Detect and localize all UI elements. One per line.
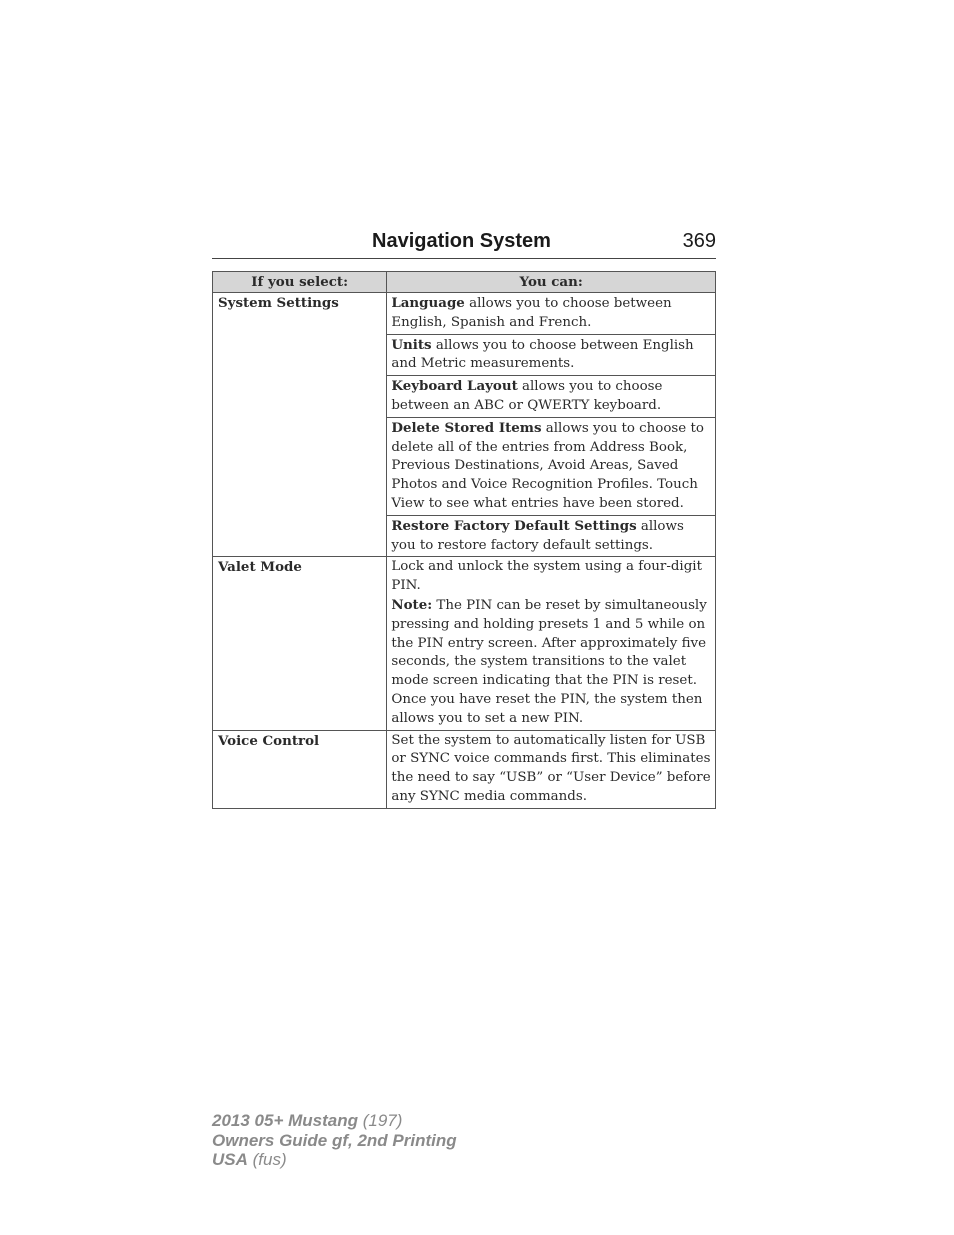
table-row [213, 557, 716, 730]
cell-units [387, 334, 716, 376]
table-header-row [213, 272, 716, 293]
term-language: Language [391, 295, 465, 311]
footer-market: USA [212, 1150, 248, 1169]
term-delete-stored-items: Delete Stored Items [391, 419, 542, 436]
term-restore-defaults: Restore Factory Default Settings [391, 517, 637, 534]
text-language: allows you to choose between English, Spanish and French. [391, 296, 672, 330]
text-keyboard-layout: allows you to choose between an ABC or QWERTY keyboard. [391, 379, 663, 413]
text-delete-stored-items: allows you to choose to delete all of the entries from Address Book, Previous Destinations, Avoid Areas, Saved Photos and Voice Recognition Profiles. Touch View to see what entries have been stored. [391, 420, 704, 511]
note-text: The PIN can be reset by simultaneously pressing and holding presets 1 and 5 while on the PIN entry screen. After approximately five seconds, the system transitions to the valet mode screen indicating that the PIN is reset. Once you have reset the PIN, the system then allows you to set a new PIN. [391, 597, 707, 726]
footer-line-model [212, 1111, 457, 1131]
footer-guide: Owners Guide gf, 2nd Printing [212, 1130, 457, 1150]
note-label: Note: [391, 596, 433, 613]
cell-keyboard-layout [387, 376, 716, 418]
section-title: Navigation System [372, 230, 551, 252]
footer-model-code: (197) [358, 1111, 403, 1130]
cell-restore-defaults [387, 515, 716, 557]
page-header [212, 228, 716, 259]
footer-market-code: (fus) [247, 1150, 287, 1169]
table-row [213, 730, 716, 808]
row-label-voice-control: Voice Control [213, 730, 387, 808]
text-valet-mode: Lock and unlock the system using a four-digit PIN. [391, 559, 702, 594]
term-keyboard-layout: Keyboard Layout [391, 378, 518, 395]
column-header-selection: If you select: [213, 272, 387, 293]
cell-delete-stored-items [387, 417, 716, 515]
cell-voice-control: Set the system to automatically listen for USB or SYNC voice commands first. This eliminates the need to say “USB” or “User Device” before any SYNC media commands. [387, 730, 716, 808]
footer-line-market [212, 1150, 457, 1170]
row-label-valet-mode: Valet Mode [213, 557, 387, 730]
table-row [213, 293, 716, 335]
text-restore-defaults: allows you to restore factory default settings. [391, 518, 684, 553]
footer-model: 2013 05+ Mustang [212, 1111, 358, 1130]
row-label-system-settings: System Settings [213, 293, 387, 557]
column-header-action: You can: [387, 272, 716, 293]
cell-language [387, 293, 716, 335]
cell-valet-mode [387, 557, 716, 730]
page-number: 369 [682, 230, 716, 252]
text-units: allows you to choose between English and Metric measurements. [391, 337, 694, 372]
settings-table [212, 271, 716, 809]
footer-line-guide [212, 1131, 457, 1151]
page-footer [212, 1111, 457, 1170]
term-units: Units [391, 336, 432, 353]
